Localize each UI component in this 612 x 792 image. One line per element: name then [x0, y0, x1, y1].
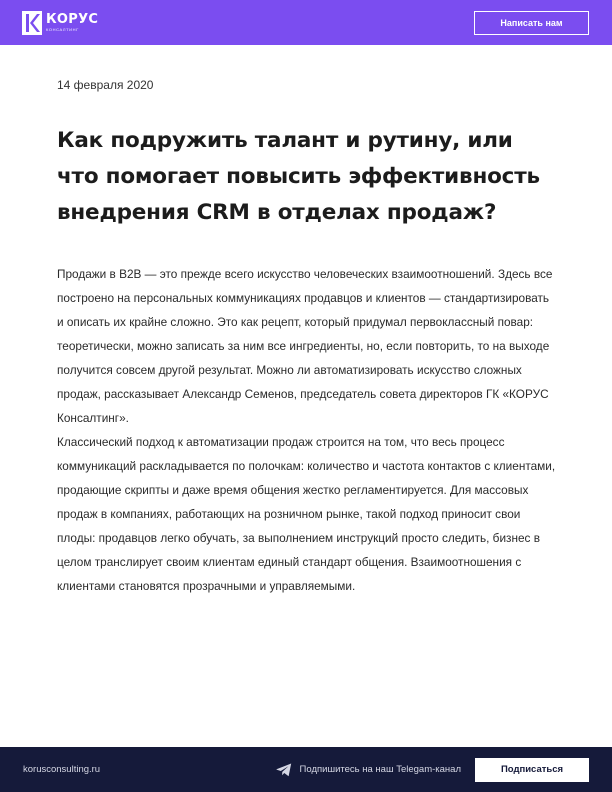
article-body — [57, 262, 557, 598]
logo-subtitle: КОНСАЛТИНГ — [46, 27, 79, 32]
telegram-link[interactable] — [276, 763, 461, 777]
subscribe-button[interactable]: Подписаться — [475, 758, 589, 782]
footer — [0, 747, 612, 792]
article-paragraph: Продажи в B2B — это прежде всего искусство человеческих взаимоотношений. Здесь все построено на персональных коммуникациях продавцов и клиентов — стандартизировать и описать их крайне сложно. Это как рецепт, который придумал первоклассный повар: теоретически, можно записать за ним все ингредиенты, но, если повторить, то на выходе получится совсем другой результат. Можно ли автоматизировать искусство сложных продаж, рассказывает Александр Семенов, председатель совета директоров ГК «КОРУС Консалтинг». — [57, 267, 553, 425]
article-date: 14 февраля 2020 — [57, 78, 154, 92]
telegram-icon — [276, 763, 292, 777]
logo[interactable] — [22, 11, 98, 35]
write-us-button[interactable]: Написать нам — [474, 11, 589, 35]
logo-text — [46, 13, 98, 32]
article-title: Как подружить талант и рутину, или что помогает повысить эффективность внедрения CRM в отделах продаж? — [57, 128, 540, 225]
korus-logo-icon — [22, 11, 42, 35]
header — [0, 0, 612, 45]
footer-site-link[interactable]: korusconsulting.ru — [23, 764, 101, 775]
telegram-label: Подпишитесь на наш Telegam-канал — [299, 764, 461, 775]
logo-name: КОРУС — [46, 12, 99, 27]
article-paragraph: Классический подход к автоматизации продаж строится на том, что весь процесс коммуникаций раскладывается по полочкам: количество и частота контактов с клиентами, продающие скрипты и даже время общения жестко регламентируется. Для массовых продаж в компаниях, работающих на розничном рынке, такой подход приносит свои плоды: продавцов легко обучать, за выполнением инструкций просто следить, бизнес в целом транслирует своим клиентам единый стандарт общения. Взаимоотношения с клиентами становятся прозрачными и управляемыми. — [57, 435, 556, 593]
